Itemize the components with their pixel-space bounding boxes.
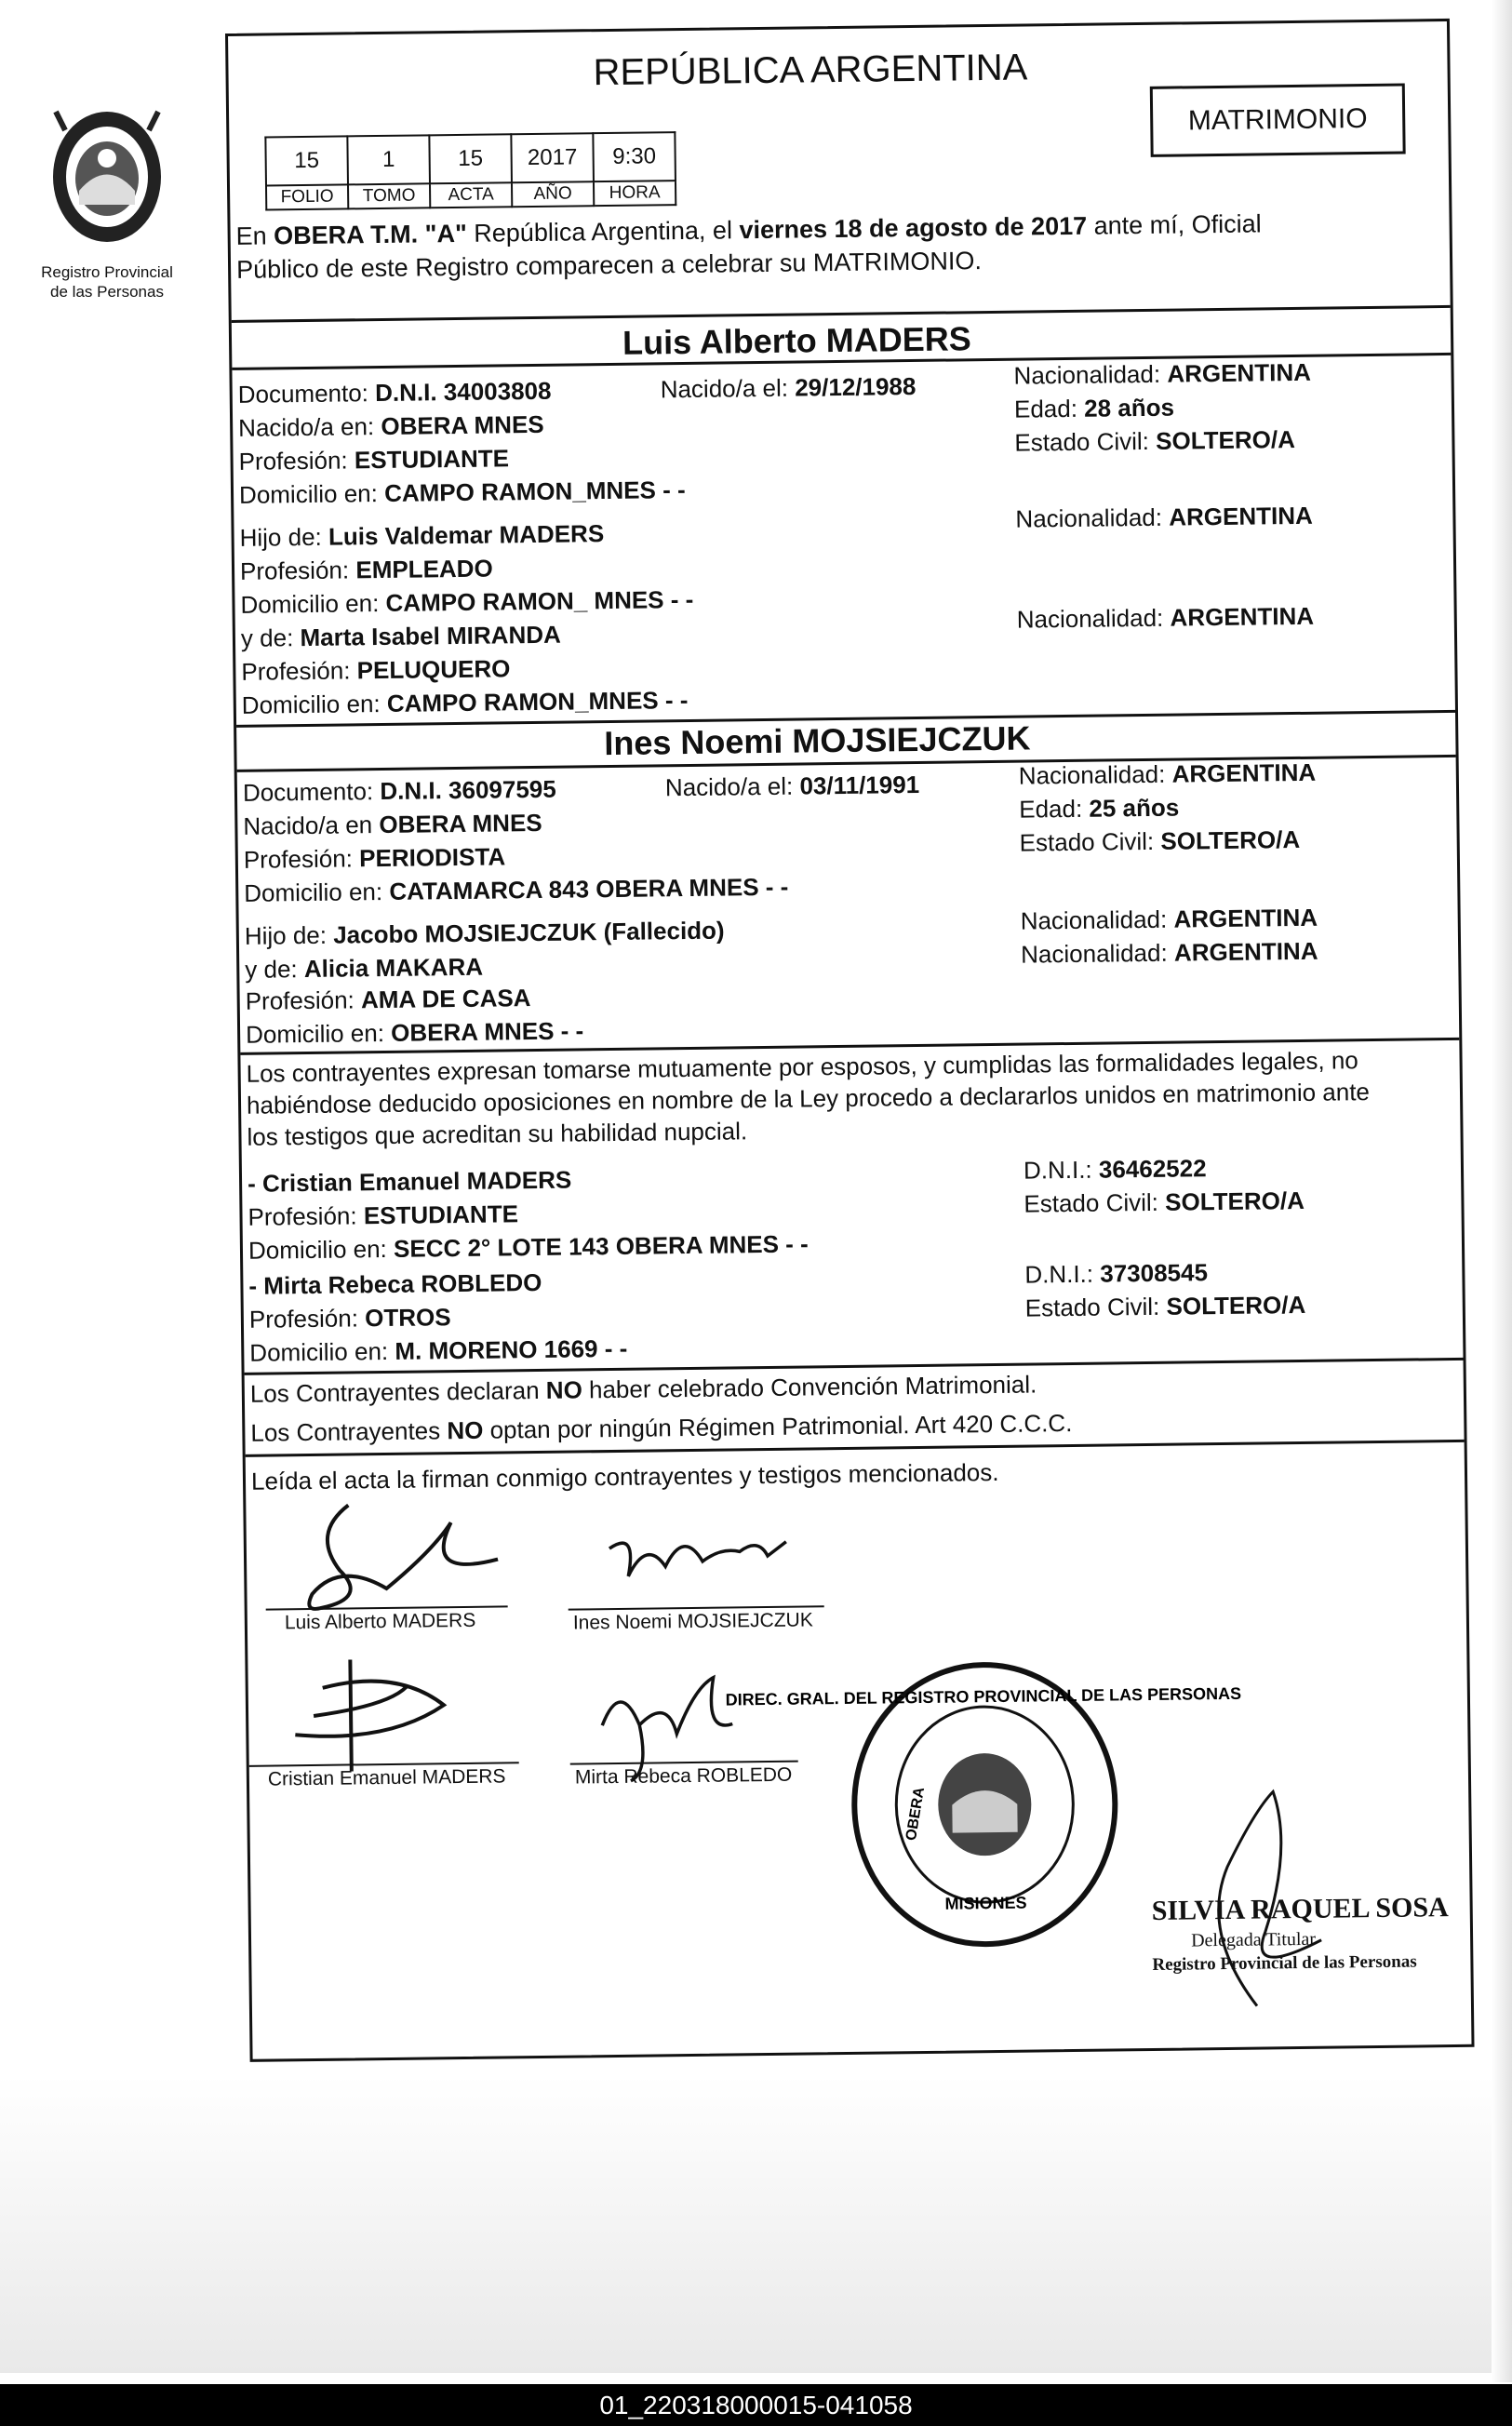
value: ARGENTINA xyxy=(1169,501,1313,531)
label: Profesión: xyxy=(243,844,354,874)
witness2-civil-status xyxy=(1025,1291,1306,1323)
spouse1-signature-name: Luis Alberto MADERS xyxy=(284,1609,476,1634)
label: Estado Civil: xyxy=(1024,1292,1160,1322)
spouse2-mother-profession xyxy=(246,984,531,1016)
spouse2-civil-status xyxy=(1020,825,1301,858)
label: Documento: xyxy=(237,379,369,409)
convention-line1 xyxy=(250,1370,1037,1408)
value: PERIODISTA xyxy=(358,842,506,873)
label: Profesión: xyxy=(241,656,351,686)
stamp-ring-text: DIREC. GRAL. DEL REGISTRO PROVINCIAL DE LAS PERSONAS xyxy=(725,1683,1242,1709)
spouse1-father xyxy=(239,519,604,553)
label: Nacido/a el: xyxy=(664,771,794,802)
intro-text: ante mí, Oficial xyxy=(1086,209,1262,240)
value: CAMPO RAMON_MNES - - xyxy=(386,685,689,717)
emphasis: NO xyxy=(447,1415,484,1445)
witness2-profession xyxy=(249,1303,451,1334)
spouse1-mother xyxy=(241,621,561,653)
intro-date: viernes 18 de agosto de 2017 xyxy=(739,211,1088,245)
registry-table xyxy=(264,131,676,210)
value: SECC 2° LOTE 143 OBERA MNES - - xyxy=(393,1229,809,1263)
label: Nacido/a en xyxy=(243,811,373,840)
value: EMPLEADO xyxy=(355,554,493,584)
label: Hijo de: xyxy=(244,920,328,950)
folio-value: 15 xyxy=(265,136,348,185)
spouse1-birthdate xyxy=(661,372,917,404)
hora-value: 9:30 xyxy=(593,132,676,181)
text: Los Contrayentes declaran xyxy=(249,1375,546,1408)
label: Profesión: xyxy=(239,556,350,585)
value: ARGENTINA xyxy=(1171,757,1317,788)
spouse1-nationality xyxy=(1013,358,1311,391)
label: Nacionalidad: xyxy=(1020,938,1168,969)
acta-label: ACTA xyxy=(430,182,512,208)
tomo-label: TOMO xyxy=(348,183,430,208)
marriage-certificate xyxy=(225,19,1475,2062)
spouse2-mother-address xyxy=(246,1016,583,1049)
value: Jacobo MOJSIEJCZUK (Fallecido) xyxy=(333,916,725,949)
label: y de: xyxy=(240,623,294,652)
label: Hijo de: xyxy=(239,522,322,552)
reading-statement: Leída el acta la firman conmigo contrayentes y testigos mencionados. xyxy=(250,1457,999,1495)
spouse1-mother-profession xyxy=(241,654,510,687)
label: Estado Civil: xyxy=(1019,826,1155,857)
text: optan por ningún Régimen Patrimonial. Art 420 C.C.C. xyxy=(483,1408,1073,1444)
spouse2-signature-scribble xyxy=(581,1509,805,1615)
anio-label: AÑO xyxy=(512,181,594,207)
value: 03/11/1991 xyxy=(799,770,920,800)
intro-text: En xyxy=(235,221,274,250)
value: CAMPO RAMON_ MNES - - xyxy=(385,584,694,617)
label: Profesión: xyxy=(238,446,348,476)
registry-logo-caption xyxy=(37,262,177,302)
value: OBERA MNES xyxy=(379,808,542,839)
witness2-address xyxy=(249,1334,627,1368)
spouse1-father-nationality xyxy=(1015,502,1313,534)
value: CATAMARCA 843 OBERA MNES - - xyxy=(389,872,789,905)
value: SOLTERO/A xyxy=(1155,424,1296,455)
country-title: REPÚBLICA ARGENTINA xyxy=(593,47,1028,94)
registry-stamp-seal xyxy=(725,1654,1242,1955)
label: Profesión: xyxy=(245,985,355,1015)
label: Nacionalidad: xyxy=(1016,603,1164,634)
value: SOLTERO/A xyxy=(1164,1186,1305,1216)
spouse1-age xyxy=(1014,394,1174,424)
spouse2-mother xyxy=(245,953,483,985)
logo-caption-line1: Registro Provincial xyxy=(41,263,173,281)
spouse2-name: Ines Noemi MOJSIEJCZUK xyxy=(604,718,1031,763)
value: ARGENTINA xyxy=(1173,903,1318,933)
officer-organization: Registro Provincial de las Personas xyxy=(1152,1951,1417,1975)
label: Profesión: xyxy=(248,1201,357,1231)
value: AMA DE CASA xyxy=(360,984,531,1014)
anio-value: 2017 xyxy=(511,133,594,182)
spouse2-father-nationality xyxy=(1021,904,1318,936)
value: OBERA MNES - - xyxy=(391,1016,584,1047)
intro-text: República Argentina, el xyxy=(466,216,740,248)
spouse2-birthplace xyxy=(243,809,542,841)
spouse2-birthdate xyxy=(665,771,920,802)
stamp-bottom-text: MISIONES xyxy=(944,1893,1027,1913)
witness1-dni xyxy=(1024,1154,1207,1185)
value: SOLTERO/A xyxy=(1166,1290,1306,1320)
scan-shadow xyxy=(0,2075,1512,2373)
spouse2-nationality xyxy=(1019,758,1317,791)
witness2-name: - Mirta Rebeca ROBLEDO xyxy=(248,1267,542,1300)
value: 29/12/1988 xyxy=(795,371,917,402)
spouse2-age xyxy=(1019,794,1179,824)
witness1-name: - Cristian Emanuel MADERS xyxy=(247,1165,572,1198)
intro-place: OBERA T.M. "A" xyxy=(274,219,467,250)
value: D.N.I. 34003808 xyxy=(374,376,552,408)
label: Domicilio en: xyxy=(245,1018,385,1049)
value: PELUQUERO xyxy=(356,654,511,685)
label: Nacionalidad: xyxy=(1018,759,1166,790)
label: Domicilio en: xyxy=(240,589,380,619)
label: y de: xyxy=(245,955,298,984)
declaration-line1: Los contrayentes expresan tomarse mutuamente por esposos, y cumplidas las formalidades legales, no xyxy=(246,1046,1358,1088)
label: Domicilio en: xyxy=(244,878,383,907)
spouse1-mother-nationality xyxy=(1017,602,1315,635)
folio-label: FOLIO xyxy=(266,184,348,209)
spouse2-mother-nationality xyxy=(1021,937,1318,970)
value: ARGENTINA xyxy=(1170,601,1315,632)
text: Los Contrayentes xyxy=(250,1416,448,1447)
spouse2-profession xyxy=(244,842,506,874)
label: Edad: xyxy=(1019,794,1083,824)
label: Nacionalidad: xyxy=(1020,905,1168,935)
officer-title: Delegada Titular xyxy=(1190,1928,1317,1951)
value: ARGENTINA xyxy=(1167,357,1312,388)
stamp-left-text: OBERA xyxy=(903,1786,929,1843)
label: Edad: xyxy=(1013,394,1078,423)
label: Estado Civil: xyxy=(1024,1187,1159,1218)
value: OTROS xyxy=(365,1303,451,1333)
value: D.N.I. 36097595 xyxy=(380,774,556,806)
label: Domicilio en: xyxy=(248,1234,387,1265)
witness2-signature-name: Mirta Rebeca ROBLEDO xyxy=(574,1763,793,1789)
value: 25 años xyxy=(1089,793,1180,823)
spouse1-father-address xyxy=(240,585,693,620)
value: Alicia MAKARA xyxy=(303,952,484,984)
label: Profesión: xyxy=(248,1304,359,1334)
witness1-address xyxy=(248,1229,809,1265)
spouse1-name: Luis Alberto MADERS xyxy=(622,319,972,362)
document-type-box: MATRIMONIO xyxy=(1150,84,1406,157)
province-coat-of-arms-icon xyxy=(37,102,177,279)
spouse2-document xyxy=(243,775,556,808)
document-barcode-code: 01_220318000015-041058 xyxy=(0,2384,1512,2426)
acta-value: 15 xyxy=(429,134,512,183)
value: SOLTERO/A xyxy=(1160,824,1301,855)
spouse2-address xyxy=(244,873,788,908)
spouse2-father xyxy=(245,917,725,951)
label: Estado Civil: xyxy=(1014,426,1150,457)
spouse1-mother-address xyxy=(242,686,689,720)
value: ESTUDIANTE xyxy=(354,444,510,475)
label: Documento: xyxy=(242,777,374,807)
text: haber celebrado Convención Matrimonial. xyxy=(582,1370,1037,1404)
scan-edge xyxy=(1492,0,1512,2382)
value: 37308545 xyxy=(1100,1258,1209,1288)
label: Nacionalidad: xyxy=(1015,503,1163,533)
spouse1-address xyxy=(239,476,686,510)
value: OBERA MNES xyxy=(381,409,544,440)
label: Nacido/a el: xyxy=(660,373,789,404)
hora-label: HORA xyxy=(594,181,676,206)
declaration-line3: los testigos que acreditan su habilidad nupcial. xyxy=(247,1117,748,1151)
declaration-line2: habiéndose deducido oposiciones en nombre de la Ley procedo a declararlos unidos en matrimonio ante xyxy=(246,1078,1371,1119)
officer-name: SILVIA RAQUEL SOSA xyxy=(1151,1892,1449,1926)
spouse2-signature-name: Ines Noemi MOJSIEJCZUK xyxy=(572,1609,813,1634)
label: D.N.I.: xyxy=(1023,1155,1092,1185)
spouse1-father-profession xyxy=(240,555,493,586)
spouse1-birthplace xyxy=(238,410,544,443)
label: Domicilio en: xyxy=(249,1336,389,1367)
value: ARGENTINA xyxy=(1173,936,1318,967)
value: ESTUDIANTE xyxy=(363,1200,519,1230)
convention-line2 xyxy=(250,1409,1072,1448)
logo-caption-line2: de las Personas xyxy=(50,283,164,301)
label: Domicilio en: xyxy=(241,690,381,719)
value: Marta Isabel MIRANDA xyxy=(300,620,561,652)
spouse1-document xyxy=(238,377,552,409)
witness2-dni xyxy=(1024,1258,1208,1289)
label: Domicilio en: xyxy=(238,479,379,509)
value: M. MORENO 1669 - - xyxy=(395,1334,628,1365)
witness1-profession xyxy=(248,1200,518,1232)
witness1-signature-name: Cristian Emanuel MADERS xyxy=(267,1765,506,1790)
intro-line2: Público de este Registro comparecen a celebrar su MATRIMONIO. xyxy=(235,247,983,284)
label: Nacido/a en: xyxy=(237,412,375,442)
witness1-civil-status xyxy=(1024,1186,1305,1219)
value: 36462522 xyxy=(1098,1154,1207,1184)
label: Nacionalidad: xyxy=(1013,359,1161,390)
label: D.N.I.: xyxy=(1024,1259,1094,1289)
value: Luis Valdemar MADERS xyxy=(328,519,605,551)
emphasis: NO xyxy=(545,1375,582,1404)
value: CAMPO RAMON_MNES - - xyxy=(383,475,686,507)
spouse1-civil-status xyxy=(1014,425,1295,458)
tomo-value: 1 xyxy=(347,135,430,184)
value: 28 años xyxy=(1083,393,1175,422)
spouse1-profession xyxy=(238,444,509,476)
intro-line1 xyxy=(235,209,1261,250)
